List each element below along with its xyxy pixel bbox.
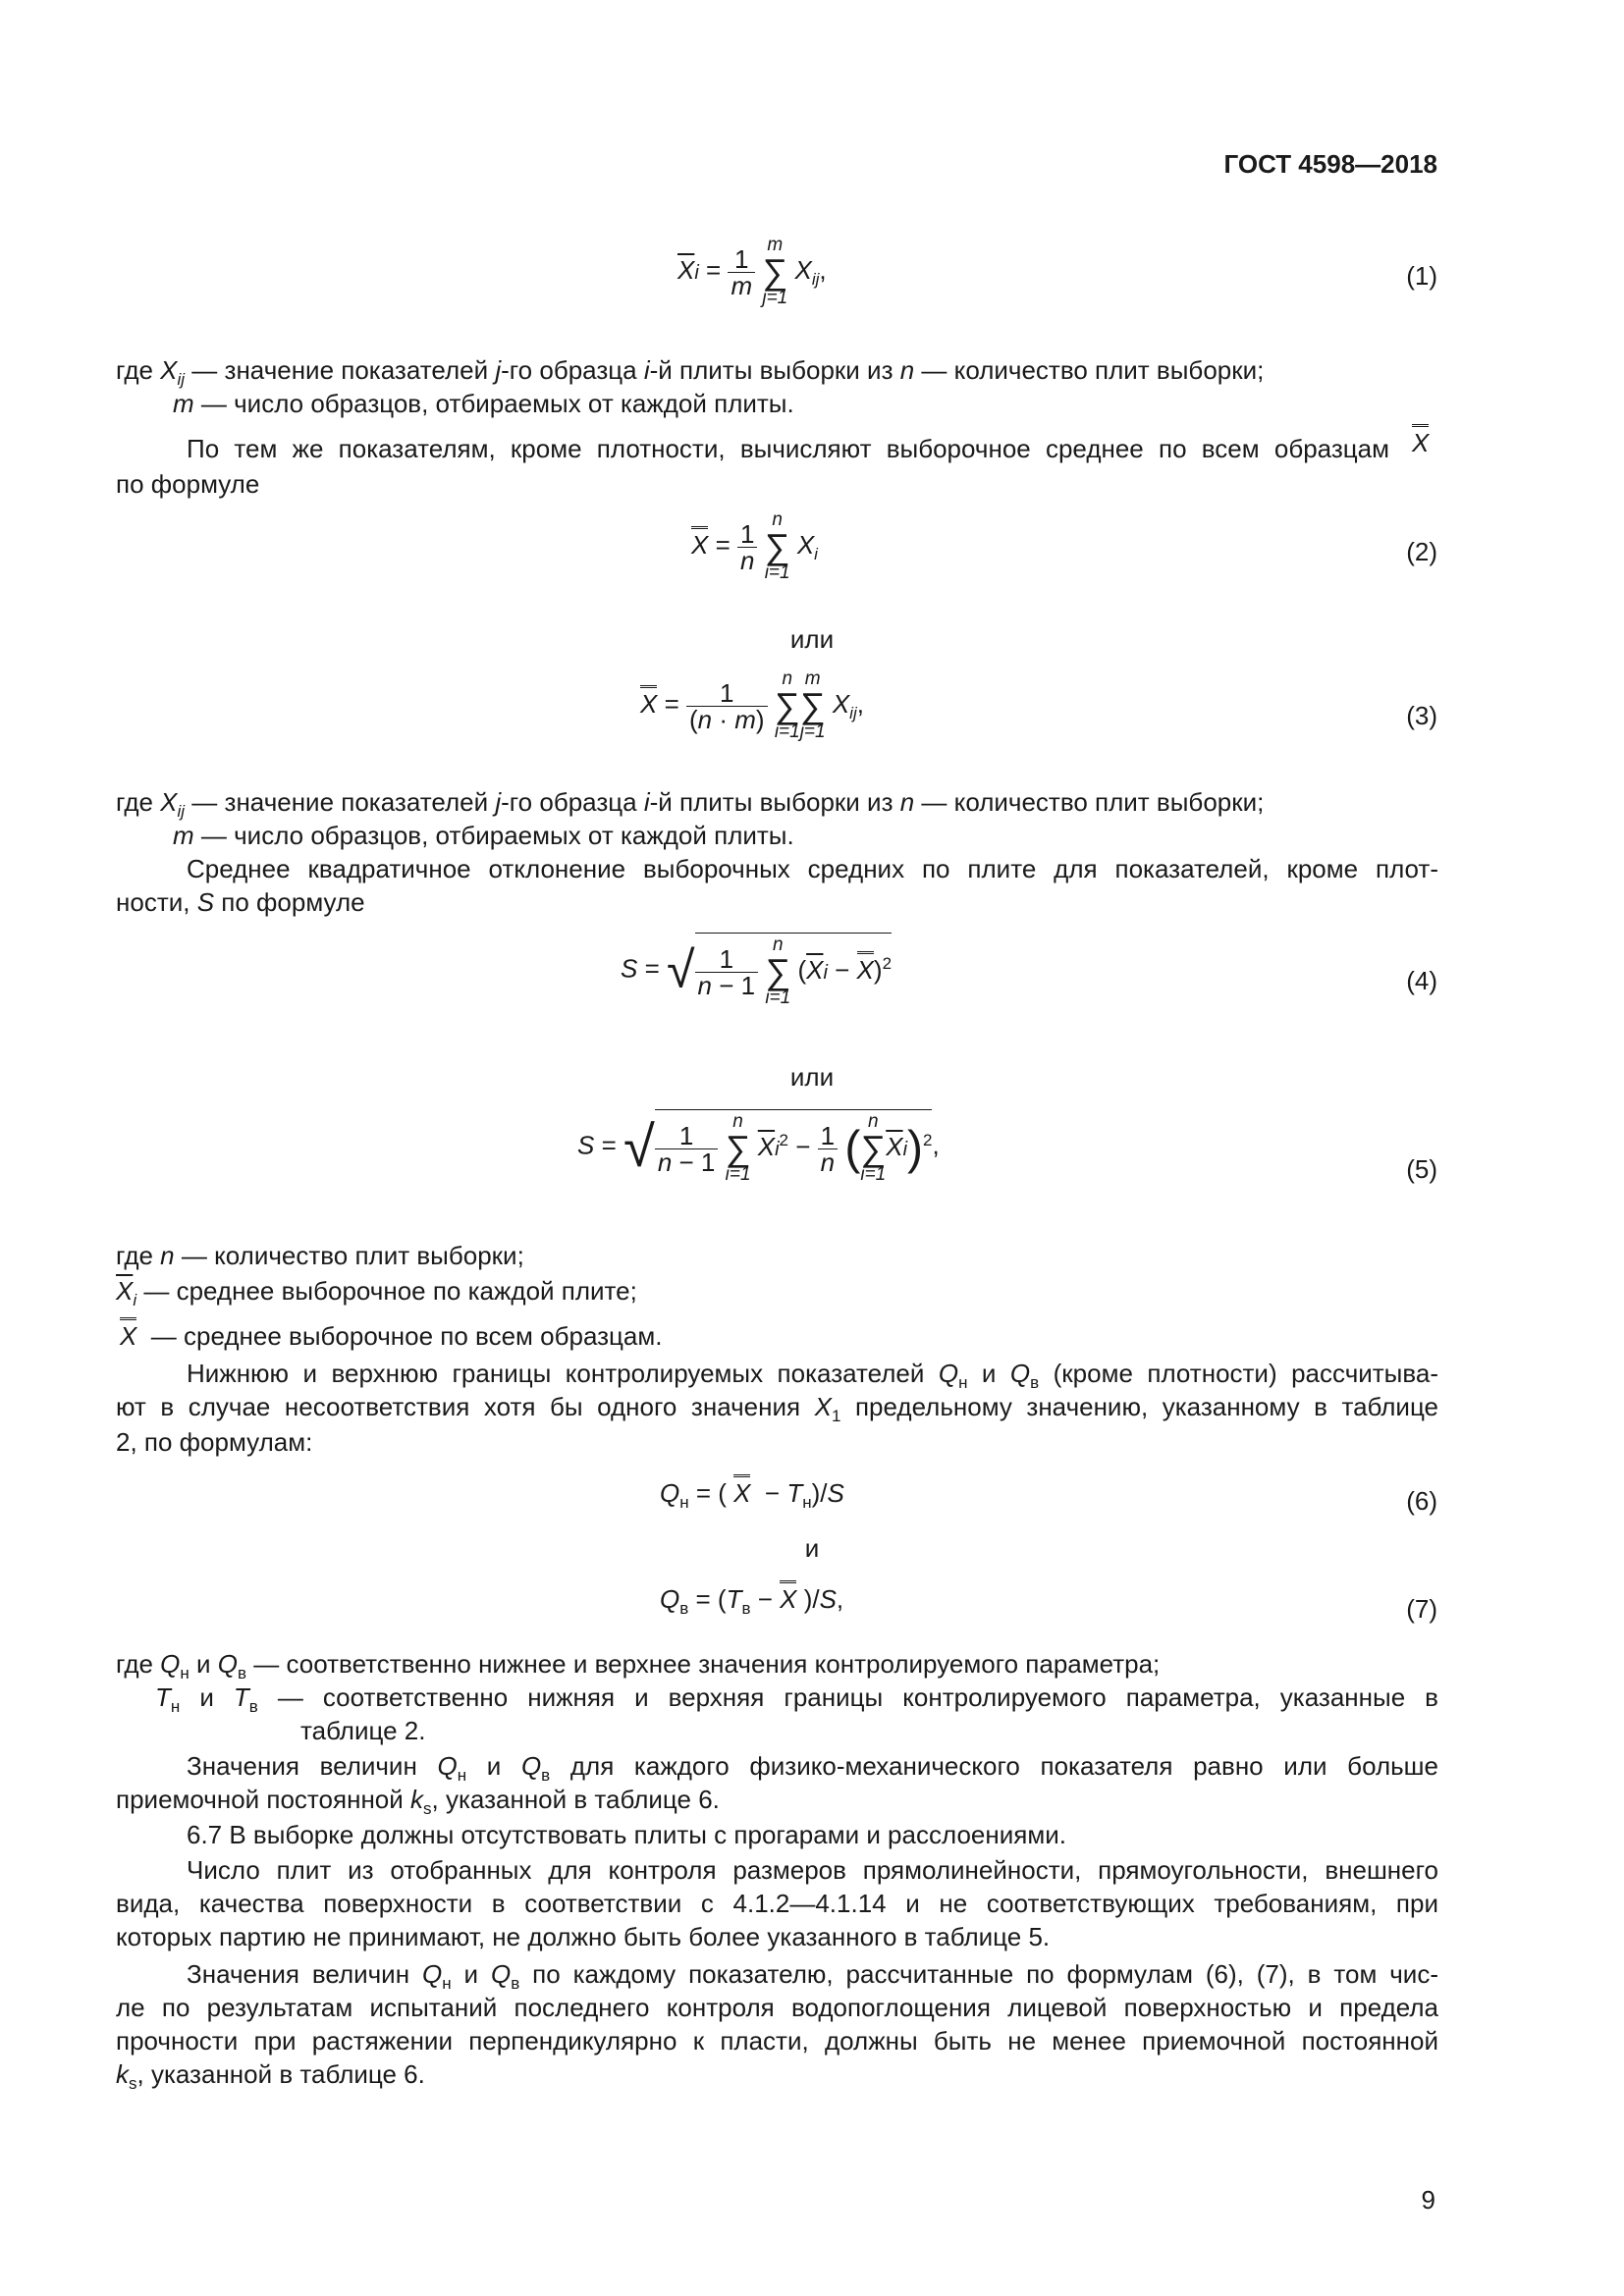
paragraph-7-line-2: ле по результатам испытаний последнего контроля водопоглощения лицевой поверхностью и предела [116, 1993, 1438, 2022]
formula-7: $Q_в = (T_в - X$ )/S, [660, 1584, 843, 1619]
where-t-line-2: таблице 2. [300, 1716, 426, 1745]
paragraph-5: 6.7 В выборке должны отсутствовать плиты с прогарами и расслоениями. [187, 1820, 1066, 1849]
paragraph-6-line-3: которых партию не принимают, не должно быть более указанного в таблице 5. [116, 1922, 1051, 1951]
equation-number-3: (3) [1406, 701, 1437, 730]
formula-6: $Q_н$ = ( $X - T_н)/S$ [660, 1478, 844, 1513]
word-or-2: или [789, 1062, 835, 1092]
formula-1: $\overline{X}i$ = $\frac{1}{m}$ m ∑ j=1 $X_{ij}$, [677, 235, 827, 308]
paragraph-6-line-2: вида, качества поверхности в соответствии с 4.1.2—4.1.14 и не соответствующих требованиям, при [116, 1889, 1438, 1918]
where-m-2: m — число образцов, отбираемых от каждой плиты. [173, 821, 794, 850]
formula-3: X = $\frac{1}{(n \cdot m)}$ n ∑ i=1 m ∑ j=1 $X_{ij}$, [640, 668, 864, 742]
where-xi: $\overline{X}_i$ — среднее выборочное по каждой плите; [116, 1276, 637, 1310]
where-xij-2: где $X_{ij}$ — значение показателей j-го образца i-й плиты выборки из n — количество плит выборки; [116, 787, 1265, 822]
where-xij-1: где $X_{ij}$ — значение показателей j-го образца i-й плиты выборки из n — количество плит выборки; [116, 355, 1265, 390]
equation-number-6: (6) [1406, 1486, 1437, 1516]
paragraph-6-line-1: Число плит из отобранных для контроля размеров прямолинейности, прямоугольности, внешнего [187, 1855, 1438, 1885]
paragraph-2-line-1: Среднее квадратичное отклонение выборочных средних по плите для показателей, кроме плот- [187, 854, 1438, 883]
equation-number-7: (7) [1406, 1594, 1437, 1624]
paragraph-7-line-1: Значения величин $Q_н$ и $Q_в$ по каждому показателю, рассчитанные по формулам (6), (7), в том чис- [187, 1959, 1438, 1994]
equation-number-5: (5) [1406, 1154, 1437, 1184]
paragraph-7-line-3: прочности при растяжении перпендикулярно к пласти, должны быть не менее приемочной постоянной [116, 2026, 1438, 2056]
paragraph-4-line-1: Значения величин $Q_н$ и $Q_в$ для каждого физико-механического показателя равно или больше [187, 1751, 1438, 1786]
page-number: 9 [1421, 2185, 1435, 2215]
paragraph-2-line-2: ности, S по формуле [116, 887, 365, 917]
paragraph-3-line-1: Нижнюю и верхнюю границы контролируемых показателей $Q_н$ и $Q_в$ (кроме плотности) рассчитыва- [187, 1359, 1438, 1393]
equation-number-4: (4) [1406, 966, 1437, 995]
equation-number-2: (2) [1406, 537, 1437, 566]
formula-5: S = √ $\frac{1}{n - 1}$ n ∑ i=1 $\overline{X}i^2$ − $\frac{1}{n}$ ( n ∑ i=1 $\overline{X}i)^2$, [577, 1111, 940, 1185]
paragraph-3-line-2: ют в случае несоответствия хотя бы одного значения $X_1$ предельному значению, указанному в таблице [116, 1392, 1439, 1426]
where-xx: X — среднее выборочное по всем образцам. [120, 1319, 662, 1353]
formula-4: S = √ $\frac{1}{n - 1}$ n ∑ i=1 $(\overline{X}i - X)^2$ [621, 934, 893, 1008]
word-and: и [804, 1533, 820, 1563]
paragraph-1-line-2: по формуле [116, 469, 260, 499]
xx-symbol-inline: X [1412, 428, 1429, 458]
paragraph-3-line-3: 2, по формулам: [116, 1427, 313, 1457]
where-n: где n — количество плит выборки; [116, 1241, 524, 1270]
paragraph-7-line-4: $k_s$, указанной в таблице 6. [116, 2059, 425, 2094]
word-or-1: или [789, 624, 835, 654]
where-t-line-1: $T_н$ и $T_в$ — соответственно нижняя и верхняя границы контролируемого параметра, указанные в [155, 1682, 1438, 1717]
paragraph-1-line-1: По тем же показателям, кроме плотности, вычисляют выборочное среднее по всем образцам [187, 434, 1389, 463]
paragraph-4-line-2: приемочной постоянной $k_s$, указанной в таблице 6. [116, 1785, 720, 1819]
where-q: где $Q_н$ и $Q_в$ — соответственно нижнее и верхнее значения контролируемого параметра; [116, 1649, 1161, 1683]
formula-2: X = $\frac{1}{n}$ n ∑ i=1 $X_i$ [691, 509, 818, 583]
where-m-1: m — число образцов, отбираемых от каждой плиты. [173, 389, 794, 418]
equation-number-1: (1) [1406, 261, 1437, 291]
standard-header: ГОСТ 4598—2018 [1223, 149, 1437, 179]
